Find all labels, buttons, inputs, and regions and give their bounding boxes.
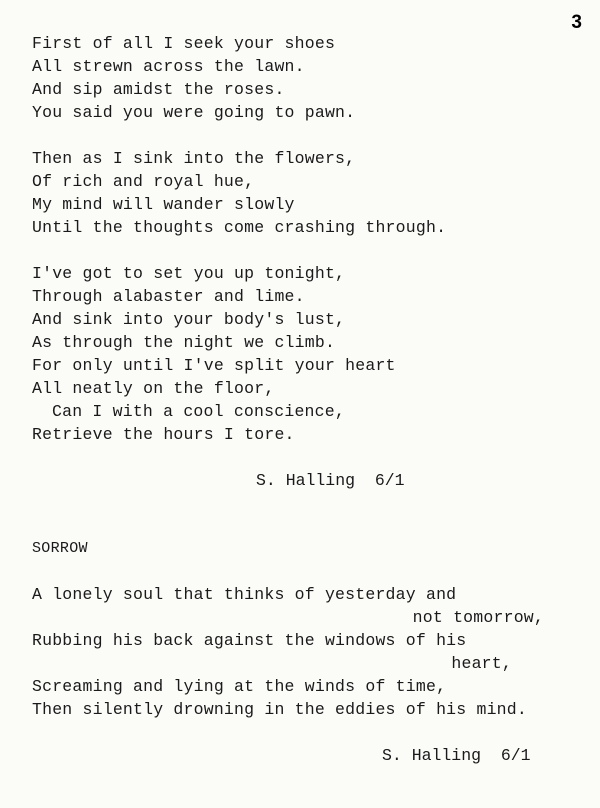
signature: S. Halling 6/1 [382, 746, 531, 765]
poem-line: For only until I've split your heart [32, 356, 396, 375]
poem-line: Until the thoughts come crashing through. [32, 218, 447, 237]
poem-line: Then silently drowning in the eddies of his mind. [32, 700, 527, 719]
poem-line: I've got to set you up tonight, [32, 264, 346, 283]
poem-one [32, 32, 592, 446]
poem-line-continuation: not tomorrow, [412, 608, 544, 627]
poem-line: You said you were going to pawn. [32, 103, 356, 122]
poem-line: Of rich and royal hue, [32, 172, 255, 191]
poem-line: As through the night we climb. [32, 333, 336, 352]
poem-title: SORROW [32, 540, 88, 557]
stanza-gap [32, 239, 592, 262]
poem-line: Retrieve the hours I tore. [32, 425, 295, 444]
poem-line: Then as I sink into the flowers, [32, 149, 356, 168]
poem-line: A lonely soul that thinks of yesterday and [32, 585, 457, 604]
poem-line: My mind will wander slowly [32, 195, 295, 214]
poem-two [32, 583, 592, 721]
poem-line: Rubbing his back against the windows of his [32, 631, 467, 650]
poem-line-continuation: heart, [451, 654, 512, 673]
poem-line: Screaming and lying at the winds of time, [32, 677, 447, 696]
poem-line: And sip amidst the roses. [32, 80, 285, 99]
poem-line: Can I with a cool conscience, [52, 402, 345, 421]
poem-line: And sink into your body's lust, [32, 310, 346, 329]
signature: S. Halling 6/1 [256, 471, 405, 490]
poem-line: All strewn across the lawn. [32, 57, 305, 76]
poem-line: All neatly on the floor, [32, 379, 275, 398]
poem-line: Through alabaster and lime. [32, 287, 305, 306]
poem-line: First of all I seek your shoes [32, 34, 336, 53]
stanza-gap [32, 124, 592, 147]
page-number: 3 [571, 12, 582, 33]
